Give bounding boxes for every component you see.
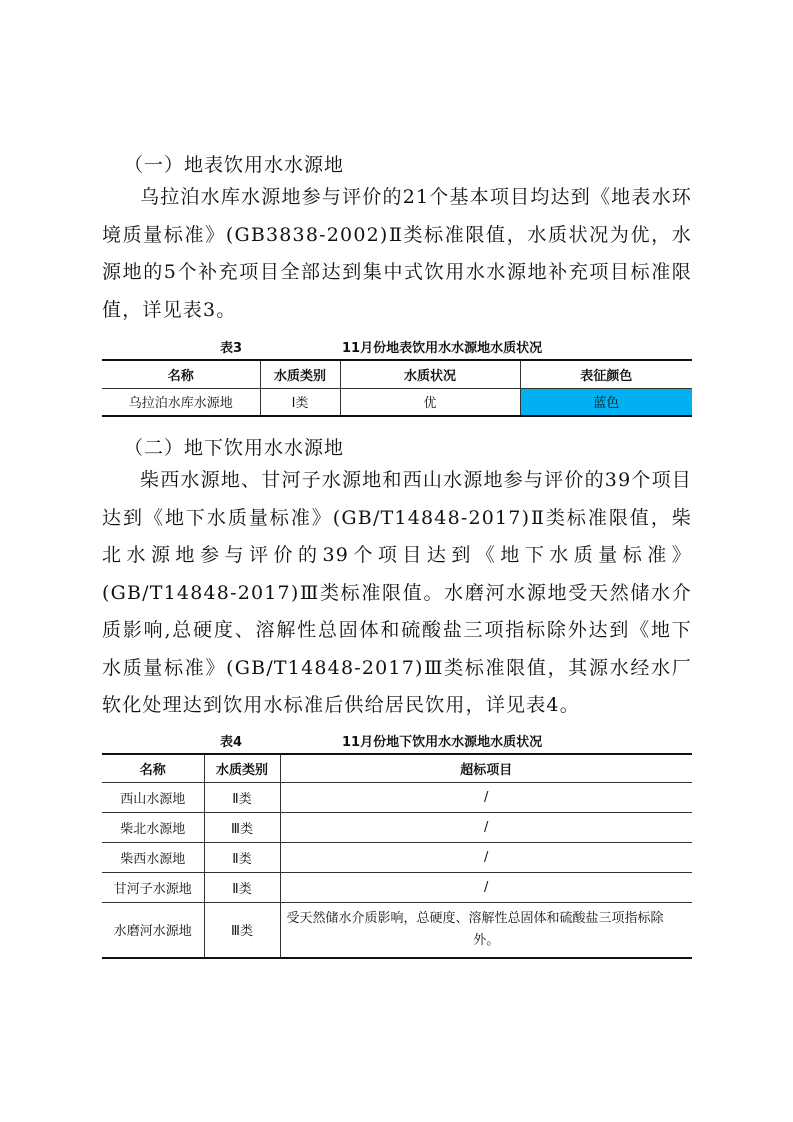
cell-exceed-line1: 受天然储水介质影响，总硬度、溶解性总固体和硫酸盐三项指标除: [286, 910, 664, 926]
table4-header-name: 名称: [102, 754, 204, 782]
cell-color: 蓝色: [520, 388, 692, 416]
cell-category: Ⅱ类: [204, 782, 280, 812]
section1-paragraph: [102, 179, 692, 329]
table3-number: 表3: [220, 341, 243, 356]
cell-name: 柴北水源地: [102, 812, 204, 842]
table4-header-category: 水质类别: [204, 754, 280, 782]
table-row: [102, 388, 692, 416]
cell-exceed: /: [280, 872, 692, 902]
cell-exceed: /: [280, 812, 692, 842]
table4-header-exceed: 超标项目: [280, 754, 692, 782]
section2-paragraph: [102, 462, 692, 725]
cell-name: 柴西水源地: [102, 842, 204, 872]
cell-name: 乌拉泊水库水源地: [102, 388, 260, 416]
table3-header-category: 水质类别: [260, 360, 340, 388]
cell-status: 优: [340, 388, 520, 416]
section1-heading: （一）地表饮用水水源地: [124, 154, 345, 176]
cell-category: Ⅱ类: [204, 842, 280, 872]
table3-header-row: [102, 360, 692, 388]
cell-category: Ⅲ类: [204, 902, 280, 958]
cell-category: Ⅱ类: [204, 872, 280, 902]
section2-heading: （二）地下饮用水水源地: [124, 437, 345, 459]
cell-category: Ⅲ类: [204, 812, 280, 842]
table-row: [102, 902, 692, 958]
table-row: [102, 812, 692, 842]
table3-caption: [102, 337, 692, 357]
cell-name: 甘河子水源地: [102, 872, 204, 902]
cell-exceed: [280, 902, 692, 958]
cell-name: 水磨河水源地: [102, 902, 204, 958]
cell-exceed: /: [280, 782, 692, 812]
cell-exceed-line2: 外。: [473, 932, 500, 948]
table-row: [102, 842, 692, 872]
table3-header-status: 水质状况: [340, 360, 520, 388]
table4: [102, 753, 692, 959]
table3-header-color: 表征颜色: [520, 360, 692, 388]
table-row: [102, 872, 692, 902]
table4-header-row: [102, 754, 692, 782]
cell-name: 西山水源地: [102, 782, 204, 812]
table3: [102, 359, 692, 417]
section1-text: 乌拉泊水库水源地参与评价的21个基本项目均达到《地表水环境质量标准》(GB3838-2002)Ⅱ类标准限值，水质状况为优，水源地的5个补充项目全部达到集中式饮用水水源地补充项目标准限值，详见表3。: [102, 186, 692, 321]
table4-caption: [102, 731, 692, 751]
cell-exceed: /: [280, 842, 692, 872]
table-row: [102, 782, 692, 812]
table4-title: 11月份地下饮用水水源地水质状况: [342, 735, 543, 750]
table3-header-name: 名称: [102, 360, 260, 388]
section2-text: 柴西水源地、甘河子水源地和西山水源地参与评价的39个项目达到《地下水质量标准》(GB/T14848-2017)Ⅱ类标准限值，柴北水源地参与评价的39个项目达到《地下水质量标准》(GB/T14848-2017)Ⅲ类标准限值。水磨河水源地受天然储水介质影响,总硬度、溶解性总固体和硫酸盐三项指标除外达到《地下水质量标准》(GB/T14848-2017)Ⅲ类标准限值，其源水经水厂软化处理达到饮用水标准后供给居民饮用，详见表4。: [102, 469, 692, 716]
table4-number: 表4: [220, 735, 243, 750]
table3-title: 11月份地表饮用水水源地水质状况: [342, 341, 543, 356]
cell-category: Ⅰ类: [260, 388, 340, 416]
